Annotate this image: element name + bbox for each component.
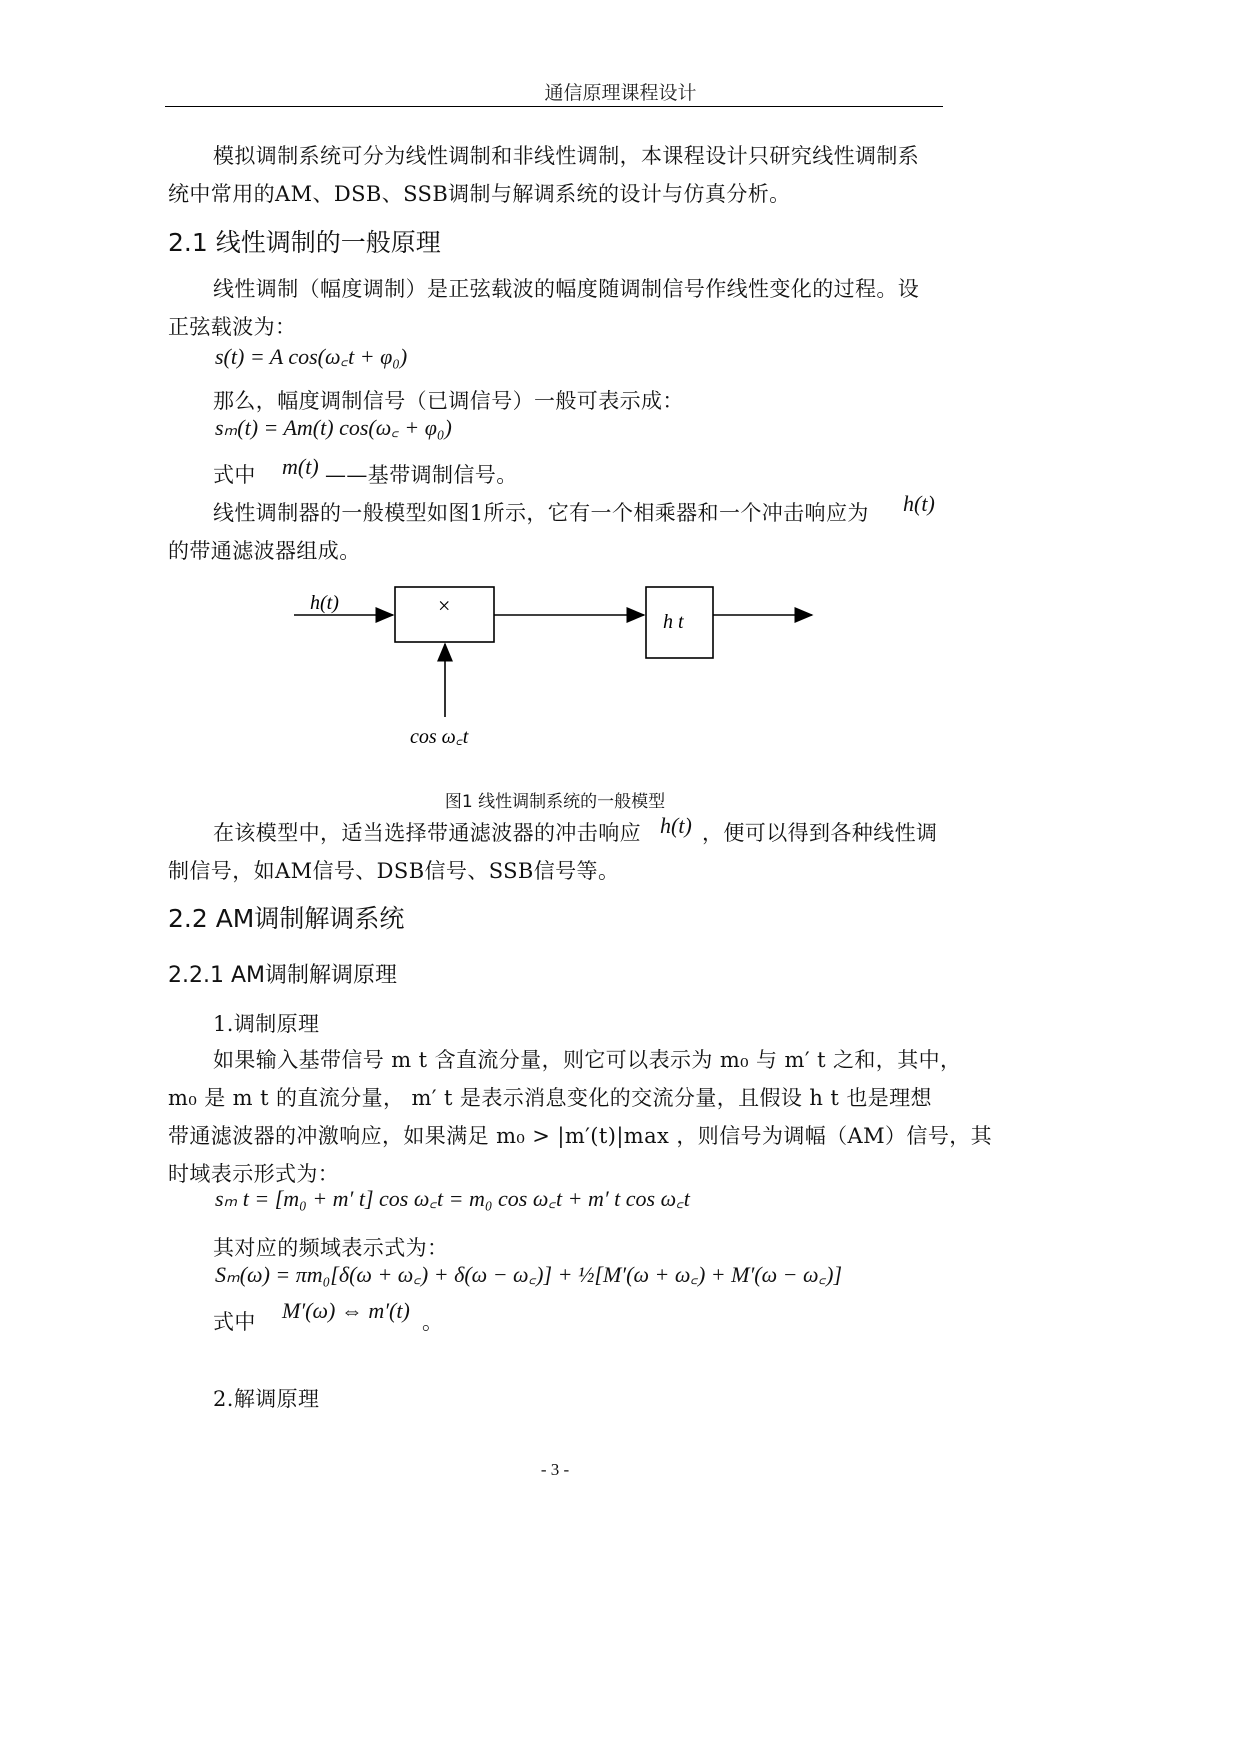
s221-line-3: 带通滤波器的冲激响应，如果满足 m₀ > |m′(t)|max ，则信号为调幅（AM）信号，其 xyxy=(168,1124,993,1148)
input-label: h(t) xyxy=(310,592,339,614)
multiplier-symbol: × xyxy=(438,593,451,618)
intro-line-2: 统中常用的AM、DSB、SSB调制与解调系统的设计与仿真分析。 xyxy=(168,182,791,206)
figure-1-caption: 图1 线性调制系统的一般模型 xyxy=(444,792,666,812)
header-rule xyxy=(165,106,943,107)
section-2-1-heading: 2.1 线性调制的一般原理 xyxy=(168,228,441,257)
where-desc: ——基带调制信号。 xyxy=(325,463,518,487)
s21-p3-line-1: 线性调制器的一般模型如图1所示，它有一个相乘器和一个冲击响应为 xyxy=(213,501,869,525)
after-figure-line-1: 在该模型中，适当选择带通滤波器的冲击响应 xyxy=(213,821,641,845)
freq-where-label: 式中 xyxy=(213,1310,256,1334)
s21-p3-line-2: 的带通滤波器组成。 xyxy=(168,539,361,563)
where-symbol: m(t) xyxy=(282,454,319,479)
intro-line-1: 模拟调制系统可分为线性调制和非线性调制，本课程设计只研究线性调制系 xyxy=(213,144,920,168)
page-number: - 3 - xyxy=(540,1460,570,1479)
where-label: 式中 xyxy=(213,463,256,487)
sub-heading-modulation: 1.调制原理 xyxy=(213,1012,320,1036)
carrier-label: cos ω꜀t xyxy=(410,726,469,748)
freq-intro: 其对应的频域表示式为： xyxy=(213,1236,449,1260)
page-header: 通信原理课程设计 xyxy=(544,82,697,104)
s21-p1-line-2: 正弦载波为： xyxy=(168,315,297,339)
s21-p2: 那么，幅度调制信号（已调信号）一般可表示成： xyxy=(213,389,684,413)
after-figure-line-2: 制信号，如AM信号、DSB信号、SSB信号等。 xyxy=(168,859,620,883)
filter-label: h t xyxy=(663,611,684,633)
after-figure-symbol: h(t) xyxy=(660,813,692,838)
s221-line-1: 如果输入基带信号 m t 含直流分量，则它可以表示为 m₀ 与 m′ t 之和，其中， xyxy=(213,1048,962,1072)
freq-where-equation: M′(ω) ⇔ m′(t) xyxy=(282,1298,410,1323)
equation-time-domain: sₘ t = [m₀ + m′ t] cos ω꜀t = m₀ cos ω꜀t + m′ t cos ω꜀t xyxy=(215,1186,690,1211)
s21-p1-line-1: 线性调制（幅度调制）是正弦载波的幅度随调制信号作线性变化的过程。设 xyxy=(213,277,920,301)
freq-where-end: 。 xyxy=(422,1310,444,1334)
section-2-2-heading: 2.2 AM调制解调系统 xyxy=(168,904,405,933)
s221-line-4: 时域表示形式为： xyxy=(168,1162,340,1186)
equation-carrier: s(t) = A cos(ω꜀t + φ₀) xyxy=(215,344,408,369)
section-2-2-1-heading: 2.2.1 AM调制解调原理 xyxy=(168,963,398,988)
s221-line-2: m₀ 是 m t 的直流分量， m′ t 是表示消息变化的交流分量，且假设 h t 也是理想 xyxy=(168,1086,932,1110)
sub-heading-demodulation: 2.解调原理 xyxy=(213,1387,320,1411)
equation-modulated: sₘ(t) = Am(t) cos(ω꜀ + φ₀) xyxy=(215,415,452,440)
equation-freq-domain: Sₘ(ω) = πm₀[δ(ω + ω꜀) + δ(ω − ω꜀)] + ½[M′(ω + ω꜀) + M′(ω − ω꜀)] xyxy=(215,1262,843,1287)
figure-1-diagram xyxy=(280,575,840,765)
s21-p3-symbol: h(t) xyxy=(903,491,935,516)
after-figure-line-1-tail: ，便可以得到各种线性调 xyxy=(702,821,938,845)
